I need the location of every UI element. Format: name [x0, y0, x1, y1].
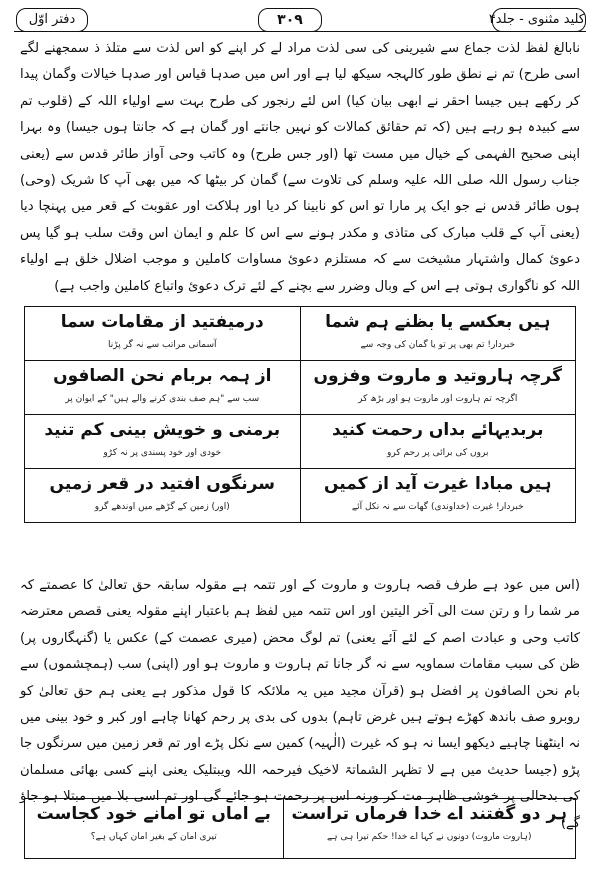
verse-cell-right — [300, 415, 576, 469]
verse-gloss: (اور) زمین کے گڑھے میں اوندھے گرو — [94, 502, 230, 512]
prose-top — [20, 36, 580, 300]
verse-cell-right — [300, 307, 576, 361]
paragraph: (اس میں عود ہے طرف قصہ ہاروت و ماروت کے اور تتمہ ہے مقولہ سابقہ حق تعالیٰ کا عصمتے کہ مر شما را و رتن ست الی آخر الیتین اور اس تتمہ میں لفظ ہم باعتبار اپنے مقولہ یعنی قصص معترضہ کاتب وحی و عبادت اصم کے لئے آئے یعنی) تم لوگ محض (میری عصمت کے) عکس یا (گنہگاروں پر) ظن کی سبب مقامات سماویہ سے نہ گر جانا تم ہاروت و ماروت ہو اور (اپنی) سب (ہمچشموں) سے بام نحن الصافون پر افضل ہو (قرآن مجید میں یہ ملائکہ کا قول مذکور ہے یعنی ہم حق تعالیٰ کو روبرو صف باندھ کھڑے ہوتے ہیں غرض تاہم) بدوں کی بدی پر رحم کھانا چاہے اور کبر و خود بینی میں نہ اینٹھنا چاہیے دیکھو ایسا نہ ہو کہ غیرت (الٰہیہ) کمین سے نکل پڑے اور تم قعر زمین میں سرنگوں جا پڑو (جیسا حدیث میں ہے لا تظہر الشماتۃ لاخیک فیرحمہ اللہ ویبتلیک یعنی اپنے کسی بھائی مسلمان کی بدحالی پر خوشی ظاہر مت کر ورنہ اس پر رحمت ہو جائے گی اور تم اسی بلا میں مبتلا ہو جاؤ گے) — [20, 578, 580, 831]
verse-text: درمیفتید از مقامات سما — [60, 312, 264, 332]
verse-text: ہیں مبادا غیرت آید از کمیں — [323, 474, 552, 494]
verse-row — [25, 361, 576, 415]
verse-text: از ہمہ بربام نحن الصافوں — [53, 366, 272, 386]
header-section: دفتر اوّل — [16, 8, 88, 32]
verse-text: ہیں بعکسے یا بظنے ہم شما — [325, 312, 551, 332]
verse-gloss: سب سے "ہم صف بندی کرنے والے ہیں" کے ایوان پر — [65, 394, 260, 404]
verse-row — [25, 415, 576, 469]
verse-gloss: اگرچہ تم ہاروت اور ماروت ہو اور بڑھ کر — [358, 394, 518, 404]
verse-cell-left — [25, 415, 301, 469]
verse-cell-right — [283, 799, 575, 859]
verse-text: ہر دو گفتند اے خدا فرماں تراست — [291, 804, 567, 824]
verse-gloss: آسمانی مراتب سے نہ گر پڑنا — [108, 340, 217, 350]
verse-table-1 — [24, 306, 576, 523]
header-book-title: کلید مثنوی - جلد۴ — [492, 8, 586, 32]
verse-text: برمنی و خویش بینی کم تنید — [44, 420, 281, 440]
verse-gloss: تیری امان کے بغیر امان کہاں ہے؟ — [90, 832, 217, 842]
verse-text: بربدیہائے بداں رحمت کنید — [331, 420, 544, 440]
verse-cell-right — [300, 361, 576, 415]
verse-gloss: بروں کی برائی پر رحم کرو — [387, 448, 489, 458]
verse-cell-left — [25, 307, 301, 361]
verse-gloss: (ہاروت ماروت) دونوں نے کہا اے خدا! حکم تیرا ہی ہے — [327, 832, 532, 842]
verse-cell-right — [300, 469, 576, 523]
verse-row — [25, 307, 576, 361]
header-page-number: ۳۰۹ — [258, 8, 322, 32]
verse-table-2 — [24, 798, 576, 859]
verse-text: سرنگوں افتید در قعر زمیں — [49, 474, 275, 494]
verse-cell-left — [25, 799, 284, 859]
verse-gloss: خبردار! غیرت (خداوندی) گھات سے نہ نکل آئے — [351, 502, 524, 512]
verse-row — [25, 469, 576, 523]
verse-cell-left — [25, 469, 301, 523]
verse-gloss: خبردار! تم بھی پر تو یا گمان کی وجہ سے — [360, 340, 516, 350]
verse-row — [25, 799, 576, 859]
verse-text: گرچہ ہاروتید و ماروت وفزوں — [313, 366, 562, 386]
header-divider — [14, 31, 586, 32]
verse-cell-left — [25, 361, 301, 415]
verse-gloss: خودی اور خود پسندی پر نہ کڑو — [103, 448, 222, 458]
verse-text: بے اماں تو امانے خود کجاست — [36, 804, 271, 824]
paragraph: نابالغ لفظ لذت جماع سے شیرینی کی سی لذت مراد لے کر اپنے کو اس لذت سے متلذ ذ سمجھنے لگے اسی طرح) تم نے نطق طور کالہجہ سیکھ لیا ہے اور اس میں صدہا قیاس اور صدہا خیالات وگمان پیدا کر رکھے ہیں جیسا احقر نے ابھی بیان کیا) اس لئے رنجور کی طرح بہت سے اولیاء اللہ کے (قلوب تم سے کبیدہ ہو رہے ہیں (کہ تم حقائق کمالات کو نہیں جانتے اور گمان ہے کہ جانتا ہوں جیسا) وہ بہرا اپنی صحیح الفہمی کے خیال میں مست تھا (اور جس طرح) وہ کاتب وحی آواز طائر قدس سے (یعنی جناب رسول اللہ صلی اللہ علیہ وسلم کی تلاوت سے) گمان کر بیٹھا کہ میں بھی آپ کا شریک (وحی) ہوں طائر قدس نے جو ایک پر مارا تو اس کو نابینا کر دیا اور ہلاکت اور عقوبت کے قعر میں پہنچا دیا (یعنی آپ کے قلب مبارک کی متاذی و مکدر ہونے سے اس کا علم و ایمان اس وقت سلب ہو گیا پس دعویٔ کمال واشتہار مشیخت سے کہ مستلزم دعویٔ مساوات کاملین و موجب اضلال خلق ہے اولیاء اللہ کو ناگواری ہوتی ہے اس کے وبال وضرر سے بچنے کے لئے ترک دعویٔ واتباع کاملین واجب ہے) — [20, 41, 580, 294]
